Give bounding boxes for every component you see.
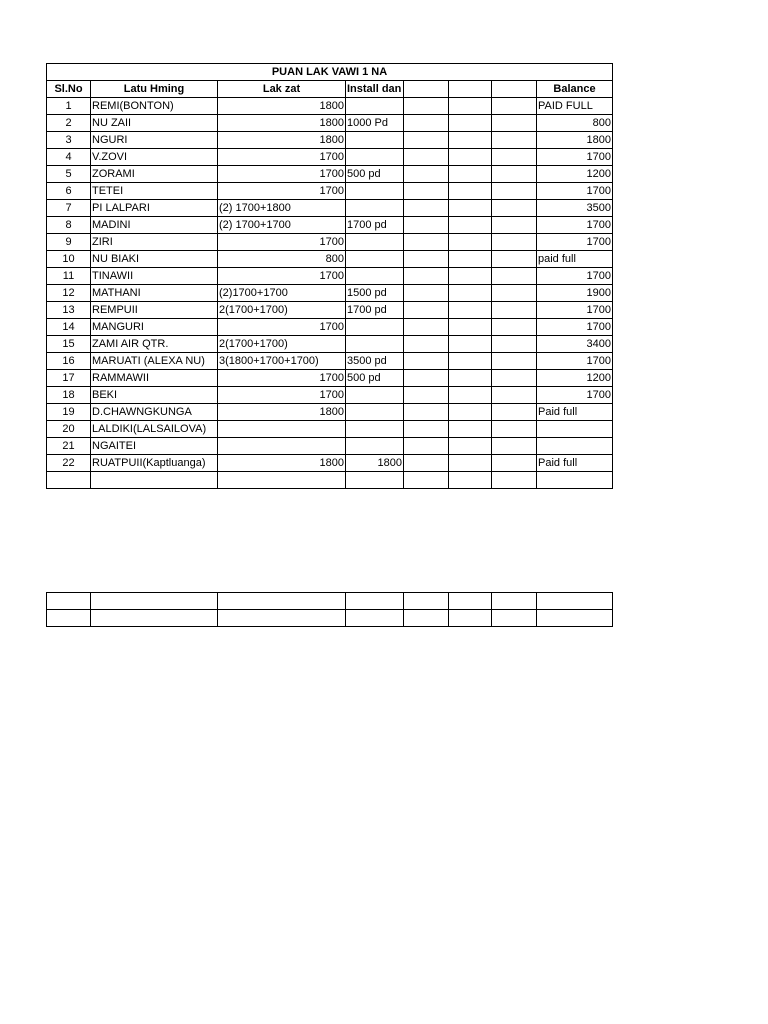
cell-install-dan [346, 132, 404, 149]
cell-empty [404, 438, 449, 455]
table-row [47, 268, 613, 285]
table-row [47, 370, 613, 387]
cell-slno: 13 [47, 302, 91, 319]
cell-empty [492, 217, 537, 234]
empty-cell [404, 593, 449, 610]
cell-install-dan: 500 pd [346, 370, 404, 387]
table-row [47, 234, 613, 251]
cell-empty [449, 98, 492, 115]
cell-lak-zat: 1700 [218, 166, 346, 183]
cell-empty [449, 200, 492, 217]
empty-cell [346, 472, 404, 489]
cell-install-dan: 500 pd [346, 166, 404, 183]
cell-empty [492, 336, 537, 353]
cell-install-dan: 1000 Pd [346, 115, 404, 132]
cell-latu-hming: MADINI [91, 217, 218, 234]
cell-latu-hming: TETEI [91, 183, 218, 200]
cell-empty [404, 251, 449, 268]
cell-balance: 3400 [537, 336, 613, 353]
table-row [47, 302, 613, 319]
cell-empty [404, 302, 449, 319]
empty-row [47, 472, 613, 489]
cell-latu-hming: ZAMI AIR QTR. [91, 336, 218, 353]
cell-install-dan [346, 387, 404, 404]
cell-slno: 2 [47, 115, 91, 132]
cell-latu-hming: NGURI [91, 132, 218, 149]
cell-slno: 18 [47, 387, 91, 404]
cell-lak-zat: 2(1700+1700) [218, 302, 346, 319]
cell-empty [449, 132, 492, 149]
cell-empty [449, 149, 492, 166]
cell-lak-zat: 3(1800+1700+1700) [218, 353, 346, 370]
cell-empty [404, 132, 449, 149]
header-install-dan: Install dan [346, 81, 404, 98]
empty-cell [404, 610, 449, 627]
cell-empty [492, 319, 537, 336]
cell-empty [404, 353, 449, 370]
cell-empty [492, 455, 537, 472]
cell-empty [404, 200, 449, 217]
cell-lak-zat: 1800 [218, 404, 346, 421]
cell-latu-hming: LALDIKI(LALSAILOVA) [91, 421, 218, 438]
cell-empty [449, 387, 492, 404]
cell-lak-zat: (2)1700+1700 [218, 285, 346, 302]
cell-latu-hming: NU BIAKI [91, 251, 218, 268]
cell-empty [492, 421, 537, 438]
empty-row [47, 593, 613, 610]
cell-empty [449, 455, 492, 472]
cell-balance: 1700 [537, 353, 613, 370]
cell-slno: 11 [47, 268, 91, 285]
empty-cell [47, 472, 91, 489]
table-row [47, 200, 613, 217]
empty-cell [218, 610, 346, 627]
table-row [47, 217, 613, 234]
cell-install-dan: 3500 pd [346, 353, 404, 370]
cell-slno: 3 [47, 132, 91, 149]
cell-empty [449, 370, 492, 387]
cell-balance: 1700 [537, 387, 613, 404]
cell-lak-zat: 1700 [218, 387, 346, 404]
cell-slno: 21 [47, 438, 91, 455]
cell-lak-zat: 1800 [218, 455, 346, 472]
table-row [47, 353, 613, 370]
empty-cell [537, 472, 613, 489]
cell-empty [404, 149, 449, 166]
cell-lak-zat: 1700 [218, 149, 346, 166]
cell-empty [404, 421, 449, 438]
cell-install-dan [346, 421, 404, 438]
cell-balance: 3500 [537, 200, 613, 217]
empty-cell [449, 610, 492, 627]
cell-balance: 1700 [537, 149, 613, 166]
cell-latu-hming: REMI(BONTON) [91, 98, 218, 115]
cell-empty [449, 234, 492, 251]
cell-balance: paid full [537, 251, 613, 268]
cell-empty [449, 302, 492, 319]
cell-install-dan [346, 319, 404, 336]
cell-empty [449, 336, 492, 353]
cell-empty [449, 166, 492, 183]
empty-cell [47, 593, 91, 610]
cell-install-dan [346, 183, 404, 200]
cell-install-dan: 1800 [346, 455, 404, 472]
cell-empty [492, 268, 537, 285]
cell-empty [404, 183, 449, 200]
cell-latu-hming: PI LALPARI [91, 200, 218, 217]
table-row [47, 404, 613, 421]
cell-lak-zat: (2) 1700+1800 [218, 200, 346, 217]
empty-cell [492, 593, 537, 610]
cell-latu-hming: MATHANI [91, 285, 218, 302]
cell-empty [404, 285, 449, 302]
empty-cell [47, 610, 91, 627]
table-row [47, 183, 613, 200]
cell-empty [492, 438, 537, 455]
cell-slno: 20 [47, 421, 91, 438]
cell-empty [449, 268, 492, 285]
cell-slno: 22 [47, 455, 91, 472]
cell-lak-zat: 1800 [218, 132, 346, 149]
cell-empty [492, 251, 537, 268]
cell-lak-zat: (2) 1700+1700 [218, 217, 346, 234]
header-lak-zat: Lak zat [218, 81, 346, 98]
cell-install-dan [346, 234, 404, 251]
empty-cell [537, 593, 613, 610]
cell-empty [492, 183, 537, 200]
table-row [47, 438, 613, 455]
cell-slno: 5 [47, 166, 91, 183]
cell-balance: 1700 [537, 268, 613, 285]
empty-cell [537, 610, 613, 627]
empty-cell [218, 472, 346, 489]
cell-install-dan [346, 149, 404, 166]
empty-cell [91, 472, 218, 489]
cell-lak-zat: 1800 [218, 115, 346, 132]
table-row [47, 115, 613, 132]
table-row [47, 149, 613, 166]
cell-slno: 7 [47, 200, 91, 217]
cell-empty [404, 115, 449, 132]
table-row [47, 98, 613, 115]
cell-empty [449, 251, 492, 268]
cell-empty [404, 234, 449, 251]
cell-latu-hming: MANGURI [91, 319, 218, 336]
cell-balance: 1900 [537, 285, 613, 302]
cell-balance: Paid full [537, 404, 613, 421]
cell-empty [492, 200, 537, 217]
cell-lak-zat: 1700 [218, 319, 346, 336]
cell-empty [492, 387, 537, 404]
header-empty-2 [449, 81, 492, 98]
cell-slno: 15 [47, 336, 91, 353]
cell-install-dan: 1500 pd [346, 285, 404, 302]
empty-cell [404, 472, 449, 489]
empty-cell [449, 593, 492, 610]
cell-latu-hming: REMPUII [91, 302, 218, 319]
cell-empty [492, 234, 537, 251]
cell-empty [492, 370, 537, 387]
cell-balance [537, 421, 613, 438]
cell-latu-hming: RAMMAWII [91, 370, 218, 387]
header-empty-1 [404, 81, 449, 98]
cell-balance: 1800 [537, 132, 613, 149]
table-row [47, 285, 613, 302]
cell-empty [492, 302, 537, 319]
cell-slno: 16 [47, 353, 91, 370]
cell-latu-hming: NU ZAII [91, 115, 218, 132]
cell-latu-hming: MARUATI (ALEXA NU) [91, 353, 218, 370]
cell-empty [492, 132, 537, 149]
header-empty-3 [492, 81, 537, 98]
cell-balance [537, 438, 613, 455]
empty-cell [346, 593, 404, 610]
header-row [47, 81, 613, 98]
cell-empty [492, 353, 537, 370]
cell-latu-hming: RUATPUII(Kaptluanga) [91, 455, 218, 472]
empty-row [47, 610, 613, 627]
header-latu-hming: Latu Hming [91, 81, 218, 98]
cell-latu-hming: NGAITEI [91, 438, 218, 455]
cell-slno: 10 [47, 251, 91, 268]
cell-empty [492, 98, 537, 115]
empty-cell [218, 593, 346, 610]
cell-lak-zat: 2(1700+1700) [218, 336, 346, 353]
cell-empty [449, 438, 492, 455]
cell-install-dan [346, 268, 404, 285]
cell-install-dan [346, 200, 404, 217]
cell-empty [404, 455, 449, 472]
table-row [47, 387, 613, 404]
cell-install-dan [346, 438, 404, 455]
empty-cell [492, 610, 537, 627]
cell-empty [404, 370, 449, 387]
cell-slno: 6 [47, 183, 91, 200]
cell-balance: 1700 [537, 217, 613, 234]
sheet-title: PUAN LAK VAWI 1 NA [47, 64, 613, 81]
cell-balance: 1700 [537, 319, 613, 336]
cell-lak-zat: 1700 [218, 370, 346, 387]
cell-empty [449, 421, 492, 438]
cell-empty [492, 404, 537, 421]
cell-latu-hming: D.CHAWNGKUNGA [91, 404, 218, 421]
table-row [47, 421, 613, 438]
cell-empty [449, 319, 492, 336]
cell-slno: 4 [47, 149, 91, 166]
cell-lak-zat [218, 421, 346, 438]
cell-balance: 1700 [537, 302, 613, 319]
cell-empty [492, 115, 537, 132]
cell-balance: Paid full [537, 455, 613, 472]
cell-empty [492, 285, 537, 302]
table-row [47, 132, 613, 149]
cell-latu-hming: ZORAMI [91, 166, 218, 183]
table-row [47, 251, 613, 268]
cell-install-dan [346, 336, 404, 353]
cell-lak-zat [218, 438, 346, 455]
cell-empty [404, 404, 449, 421]
cell-empty [449, 183, 492, 200]
table-row [47, 336, 613, 353]
cell-empty [492, 149, 537, 166]
title-row [47, 64, 613, 81]
cell-latu-hming: BEKI [91, 387, 218, 404]
table-row [47, 455, 613, 472]
cell-latu-hming: ZIRI [91, 234, 218, 251]
empty-cell [91, 610, 218, 627]
cell-empty [404, 319, 449, 336]
cell-balance: PAID FULL [537, 98, 613, 115]
cell-empty [449, 404, 492, 421]
cell-empty [449, 285, 492, 302]
payment-table [46, 63, 613, 489]
cell-empty [404, 217, 449, 234]
cell-latu-hming: V.ZOVI [91, 149, 218, 166]
table-row [47, 166, 613, 183]
cell-install-dan: 1700 pd [346, 302, 404, 319]
cell-install-dan [346, 251, 404, 268]
cell-lak-zat: 1800 [218, 98, 346, 115]
cell-slno: 14 [47, 319, 91, 336]
cell-slno: 12 [47, 285, 91, 302]
cell-balance: 1700 [537, 183, 613, 200]
cell-lak-zat: 1700 [218, 183, 346, 200]
cell-lak-zat: 1700 [218, 268, 346, 285]
cell-balance: 1700 [537, 234, 613, 251]
empty-cell [492, 472, 537, 489]
table-row [47, 319, 613, 336]
cell-slno: 1 [47, 98, 91, 115]
empty-table [46, 592, 613, 627]
cell-lak-zat: 1700 [218, 234, 346, 251]
cell-balance: 1200 [537, 370, 613, 387]
header-slno: Sl.No [47, 81, 91, 98]
empty-cell [449, 472, 492, 489]
cell-empty [449, 217, 492, 234]
cell-slno: 9 [47, 234, 91, 251]
cell-empty [404, 387, 449, 404]
cell-empty [404, 166, 449, 183]
cell-slno: 17 [47, 370, 91, 387]
cell-install-dan [346, 404, 404, 421]
cell-install-dan [346, 98, 404, 115]
cell-empty [404, 268, 449, 285]
header-balance: Balance [537, 81, 613, 98]
cell-slno: 19 [47, 404, 91, 421]
empty-cell [91, 593, 218, 610]
cell-latu-hming: TINAWII [91, 268, 218, 285]
cell-empty [404, 336, 449, 353]
cell-lak-zat: 800 [218, 251, 346, 268]
empty-cell [346, 610, 404, 627]
cell-empty [492, 166, 537, 183]
cell-balance: 800 [537, 115, 613, 132]
cell-empty [449, 115, 492, 132]
cell-balance: 1200 [537, 166, 613, 183]
cell-slno: 8 [47, 217, 91, 234]
cell-empty [404, 98, 449, 115]
cell-install-dan: 1700 pd [346, 217, 404, 234]
cell-empty [449, 353, 492, 370]
